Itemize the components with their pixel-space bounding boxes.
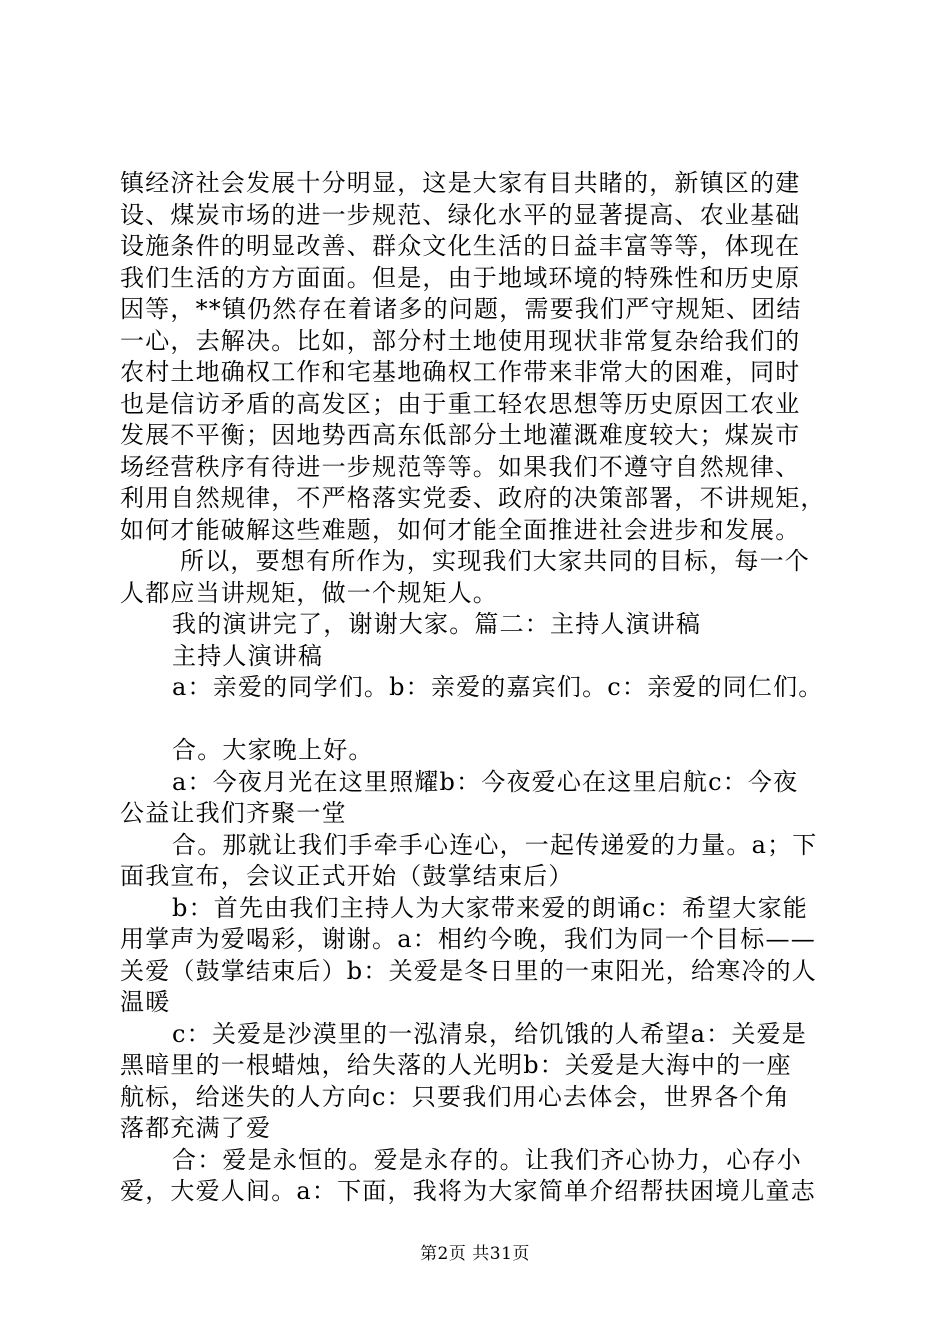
text-line: 合：爱是永恒的。爱是永存的。让我们齐心协力，心存小 [172, 1145, 802, 1174]
text-line: 一心，去解决。比如，部分村土地使用现状非常复杂给我们的 [120, 326, 801, 355]
text-line: 合。大家晚上好。 [172, 736, 374, 764]
text-line: 合。那就让我们手牵手心连心，一起传递爱的力量。a；下 [172, 830, 818, 859]
text-line: 公益让我们齐聚一堂 [120, 799, 347, 827]
text-line: 设、煤炭市场的进一步规范、绿化水平的显著提高、农业基础 [120, 200, 801, 229]
text-line: 利用自然规律，不严格落实党委、政府的决策部署，不讲规矩， [120, 484, 826, 512]
text-line: 黑暗里的一根蜡烛，给失落的人光明b：关爱是大海中的一座 [120, 1051, 792, 1079]
document-body [120, 168, 840, 1208]
text-line: 镇经济社会发展十分明显，这是大家有目共睹的，新镇区的建 [120, 169, 801, 197]
text-line: 也是信访矛盾的高发区；由于重工轻农思想等历史原因工农业 [120, 389, 801, 418]
page-number-footer: 第2页 共31页 [420, 1244, 530, 1264]
text-line: c：关爱是沙漠里的一泓清泉，给饥饿的人希望a：关爱是 [172, 1019, 807, 1048]
text-line: 温暖 [120, 988, 171, 1016]
text-line: 关爱（鼓掌结束后）b：关爱是冬日里的一束阳光，给寒冷的人 [120, 956, 817, 985]
text-line: 如何才能破解这些难题，如何才能全面推进社会进步和发展。 [120, 515, 801, 544]
text-line: 人都应当讲规矩，做一个规矩人。 [120, 578, 498, 607]
text-line: 爱，大爱人间。a：下面，我将为大家简单介绍帮扶困境儿童志 [120, 1177, 816, 1205]
text-line: 设施条件的明显改善、群众文化生活的日益丰富等等，体现在 [120, 232, 801, 260]
text-line: 航标，给迷失的人方向c：只要我们用心去体会，世界各个角 [120, 1082, 790, 1111]
text-line: 我的演讲完了，谢谢大家。篇二：主持人演讲稿 [172, 610, 702, 638]
blank-line [120, 704, 840, 736]
text-line: 面我宣布，会议正式开始（鼓掌结束后） [120, 862, 574, 890]
text-line: 因等，**镇仍然存在着诸多的问题，需要我们严守规矩、团结 [120, 295, 802, 323]
text-line: 场经营秩序有待进一步规范等等。如果我们不遵守自然规律、 [120, 452, 801, 481]
text-line: 我们生活的方方面面。但是，由于地域环境的特殊性和历史原 [120, 263, 801, 292]
text-line: 落都充满了爱 [120, 1114, 272, 1142]
text-line: b：首先由我们主持人为大家带来爱的朗诵c：希望大家能 [172, 893, 809, 922]
text-line: 发展不平衡；因地势西高东低部分土地灌溉难度较大；煤炭市 [120, 421, 801, 449]
section-heading: 主持人演讲稿 [172, 641, 324, 670]
text-line: a：亲爱的同学们。b：亲爱的嘉宾们。c：亲爱的同仁们。 [172, 673, 824, 701]
text-line: 用掌声为爱喝彩，谢谢。a：相约今晚，我们为同一个目标—— [120, 925, 816, 953]
text-line: 农村土地确权工作和宅基地确权工作带来非常大的困难，同时 [120, 358, 801, 386]
text-line: a：今夜月光在这里照耀b：今夜爱心在这里启航c：今夜 [172, 767, 799, 796]
text-line: 所以，要想有所作为，实现我们大家共同的目标，每一个 [180, 547, 810, 575]
